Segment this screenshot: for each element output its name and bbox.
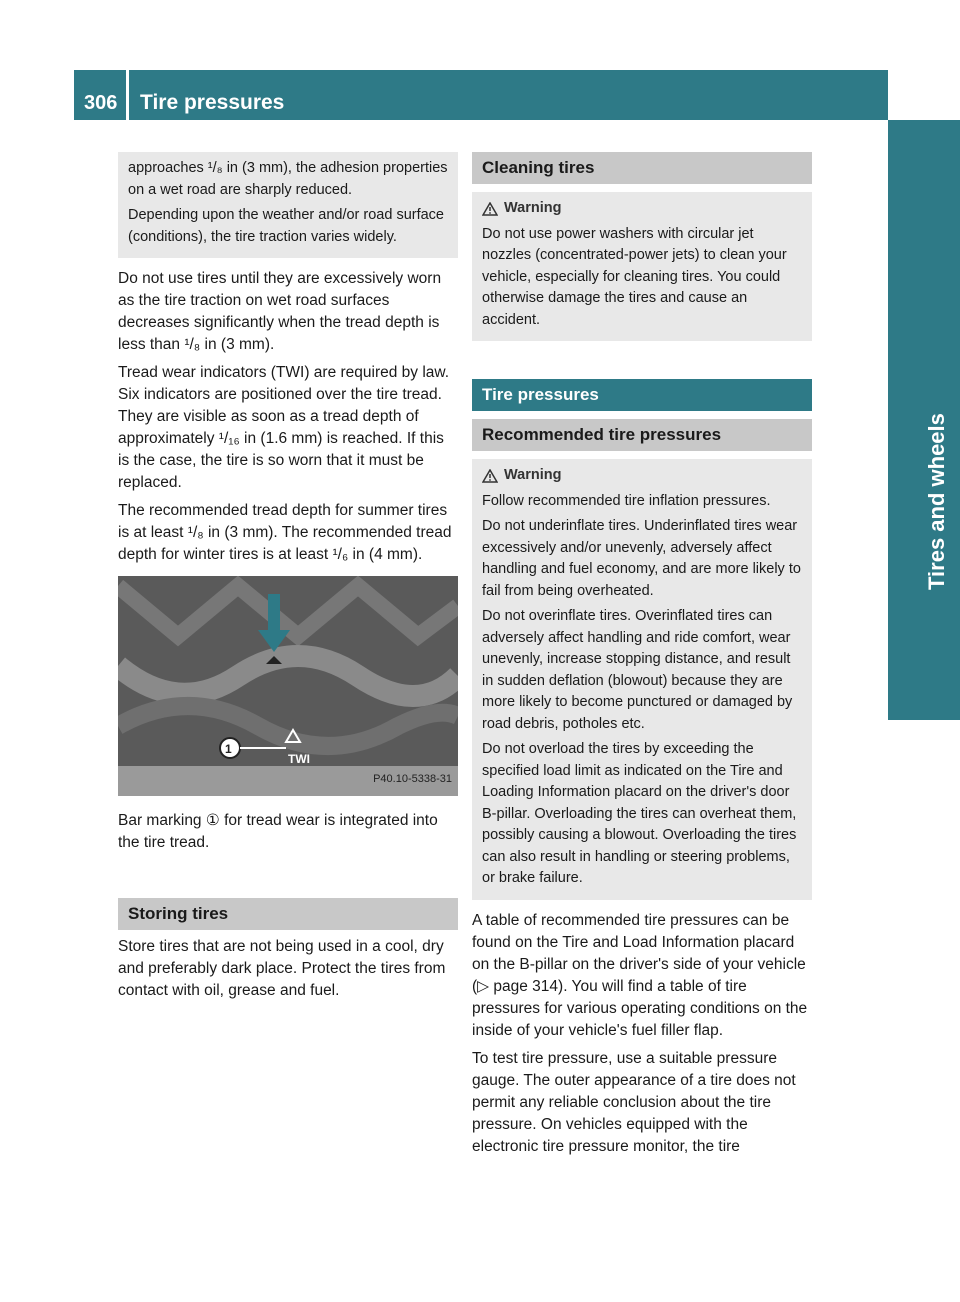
box-line-2: Depending upon the weather and/or road surface (conditions), the tire traction varies widely.	[128, 207, 444, 245]
twi-label: TWI	[288, 752, 310, 766]
warning-line-3: Do not overinflate tires. Overinflated tires can adversely affect handling and ride comfort, wear unevenly, increase stopping distance, and result in sudden deflation (blowout) because they are more likely to become punctured or damaged by road debris, potholes etc.	[482, 608, 793, 732]
left-column	[118, 152, 458, 1008]
box-line-1: approaches ¹/₈ in (3 mm), the adhesion properties on a wet road are sharply reduced.	[128, 160, 448, 198]
warning-header	[482, 198, 802, 220]
pressure-warning-box	[472, 459, 812, 900]
section-label: Tires and wheels	[924, 413, 949, 590]
warning-line-4: Do not overload the tires by exceeding the specified load limit as indicated on the Tire and Loading Information placard on the driver's door B-pillar. Overloading the tires can overheat them, possibly causing a blowout. Overloading the tires can also result in handling or steering problems, or brake failure.	[482, 741, 797, 886]
warning-header-2	[482, 465, 802, 487]
right-column	[472, 152, 812, 1164]
cleaning-tires-heading: Cleaning tires	[472, 152, 812, 184]
marker-number: 1	[225, 742, 232, 756]
placard-paragraph: A table of recommended tire pressures can be found on the Tire and Load Information placard on the B-pillar on the driver's side of your vehicle (▷ page 314). You will find a table of tire pressures for various operating conditions on the inside of your vehicle's fuel filler flap.	[472, 911, 808, 1039]
tread-depth-paragraph: Do not use tires until they are excessively worn as the tire traction on wet road surfaces decreases significantly when the tread depth is less than ¹/₈ in (3 mm).	[118, 270, 442, 353]
twi-paragraph: Tread wear indicators (TWI) are required by law. Six indicators are positioned over the tire tread. They are visible as soon as a tread depth of approximately ¹/₁₆ in (1.6 mm) is reached. If this is the case, the tire is so worn that it must be replaced.	[118, 364, 450, 491]
page-number: 306	[84, 92, 118, 114]
warning-triangle-icon	[482, 202, 498, 216]
page-header	[74, 70, 888, 120]
image-code: P40.10-5338-31	[373, 773, 452, 785]
header-separator	[126, 70, 129, 120]
tire-pressures-heading: Tire pressures	[472, 379, 812, 411]
recommended-pressures-heading: Recommended tire pressures	[472, 419, 812, 451]
side-tab-block	[888, 590, 960, 662]
tire-tread-image	[118, 576, 458, 796]
image-caption: Bar marking ① for tread wear is integrated into the tire tread.	[118, 812, 438, 851]
warning-label: Warning	[504, 200, 562, 216]
storing-tires-text: Store tires that are not being used in a cool, dry and preferably dark place. Protect the tires from contact with oil, grease and fuel.	[118, 938, 446, 999]
warning-line-2: Do not underinflate tires. Underinflated tires wear excessively and/or unevenly, adversely affect handling and fuel economy, and are more likely to fail from being overheated.	[482, 518, 801, 599]
recommended-depth-paragraph: The recommended tread depth for summer tires is at least ¹/₈ in (3 mm). The recommended tread depth for winter tires is at least ¹/₆ in (4 mm).	[118, 502, 452, 563]
cleaning-warning-box	[472, 192, 812, 341]
warning-label-2: Warning	[504, 467, 562, 483]
cleaning-warning-text: Do not use power washers with circular jet nozzles (concentrated-power jets) to clean your vehicle, especially for cleaning tires. You could otherwise damage the tires and cause an accident.	[482, 225, 787, 328]
pressure-test-paragraph: To test tire pressure, use a suitable pressure gauge. The outer appearance of a tire does not permit any reliable conclusion about the tire pressure. On vehicles equipped with the electronic tire pressure monitor, the tire	[472, 1049, 796, 1155]
warning-line-1: Follow recommended tire inflation pressures.	[482, 492, 771, 509]
page-title: Tire pressures	[140, 91, 285, 114]
storing-tires-heading: Storing tires	[118, 898, 458, 930]
warning-triangle-icon	[482, 469, 498, 483]
continued-note-box	[118, 152, 458, 258]
side-tab	[888, 0, 960, 1302]
